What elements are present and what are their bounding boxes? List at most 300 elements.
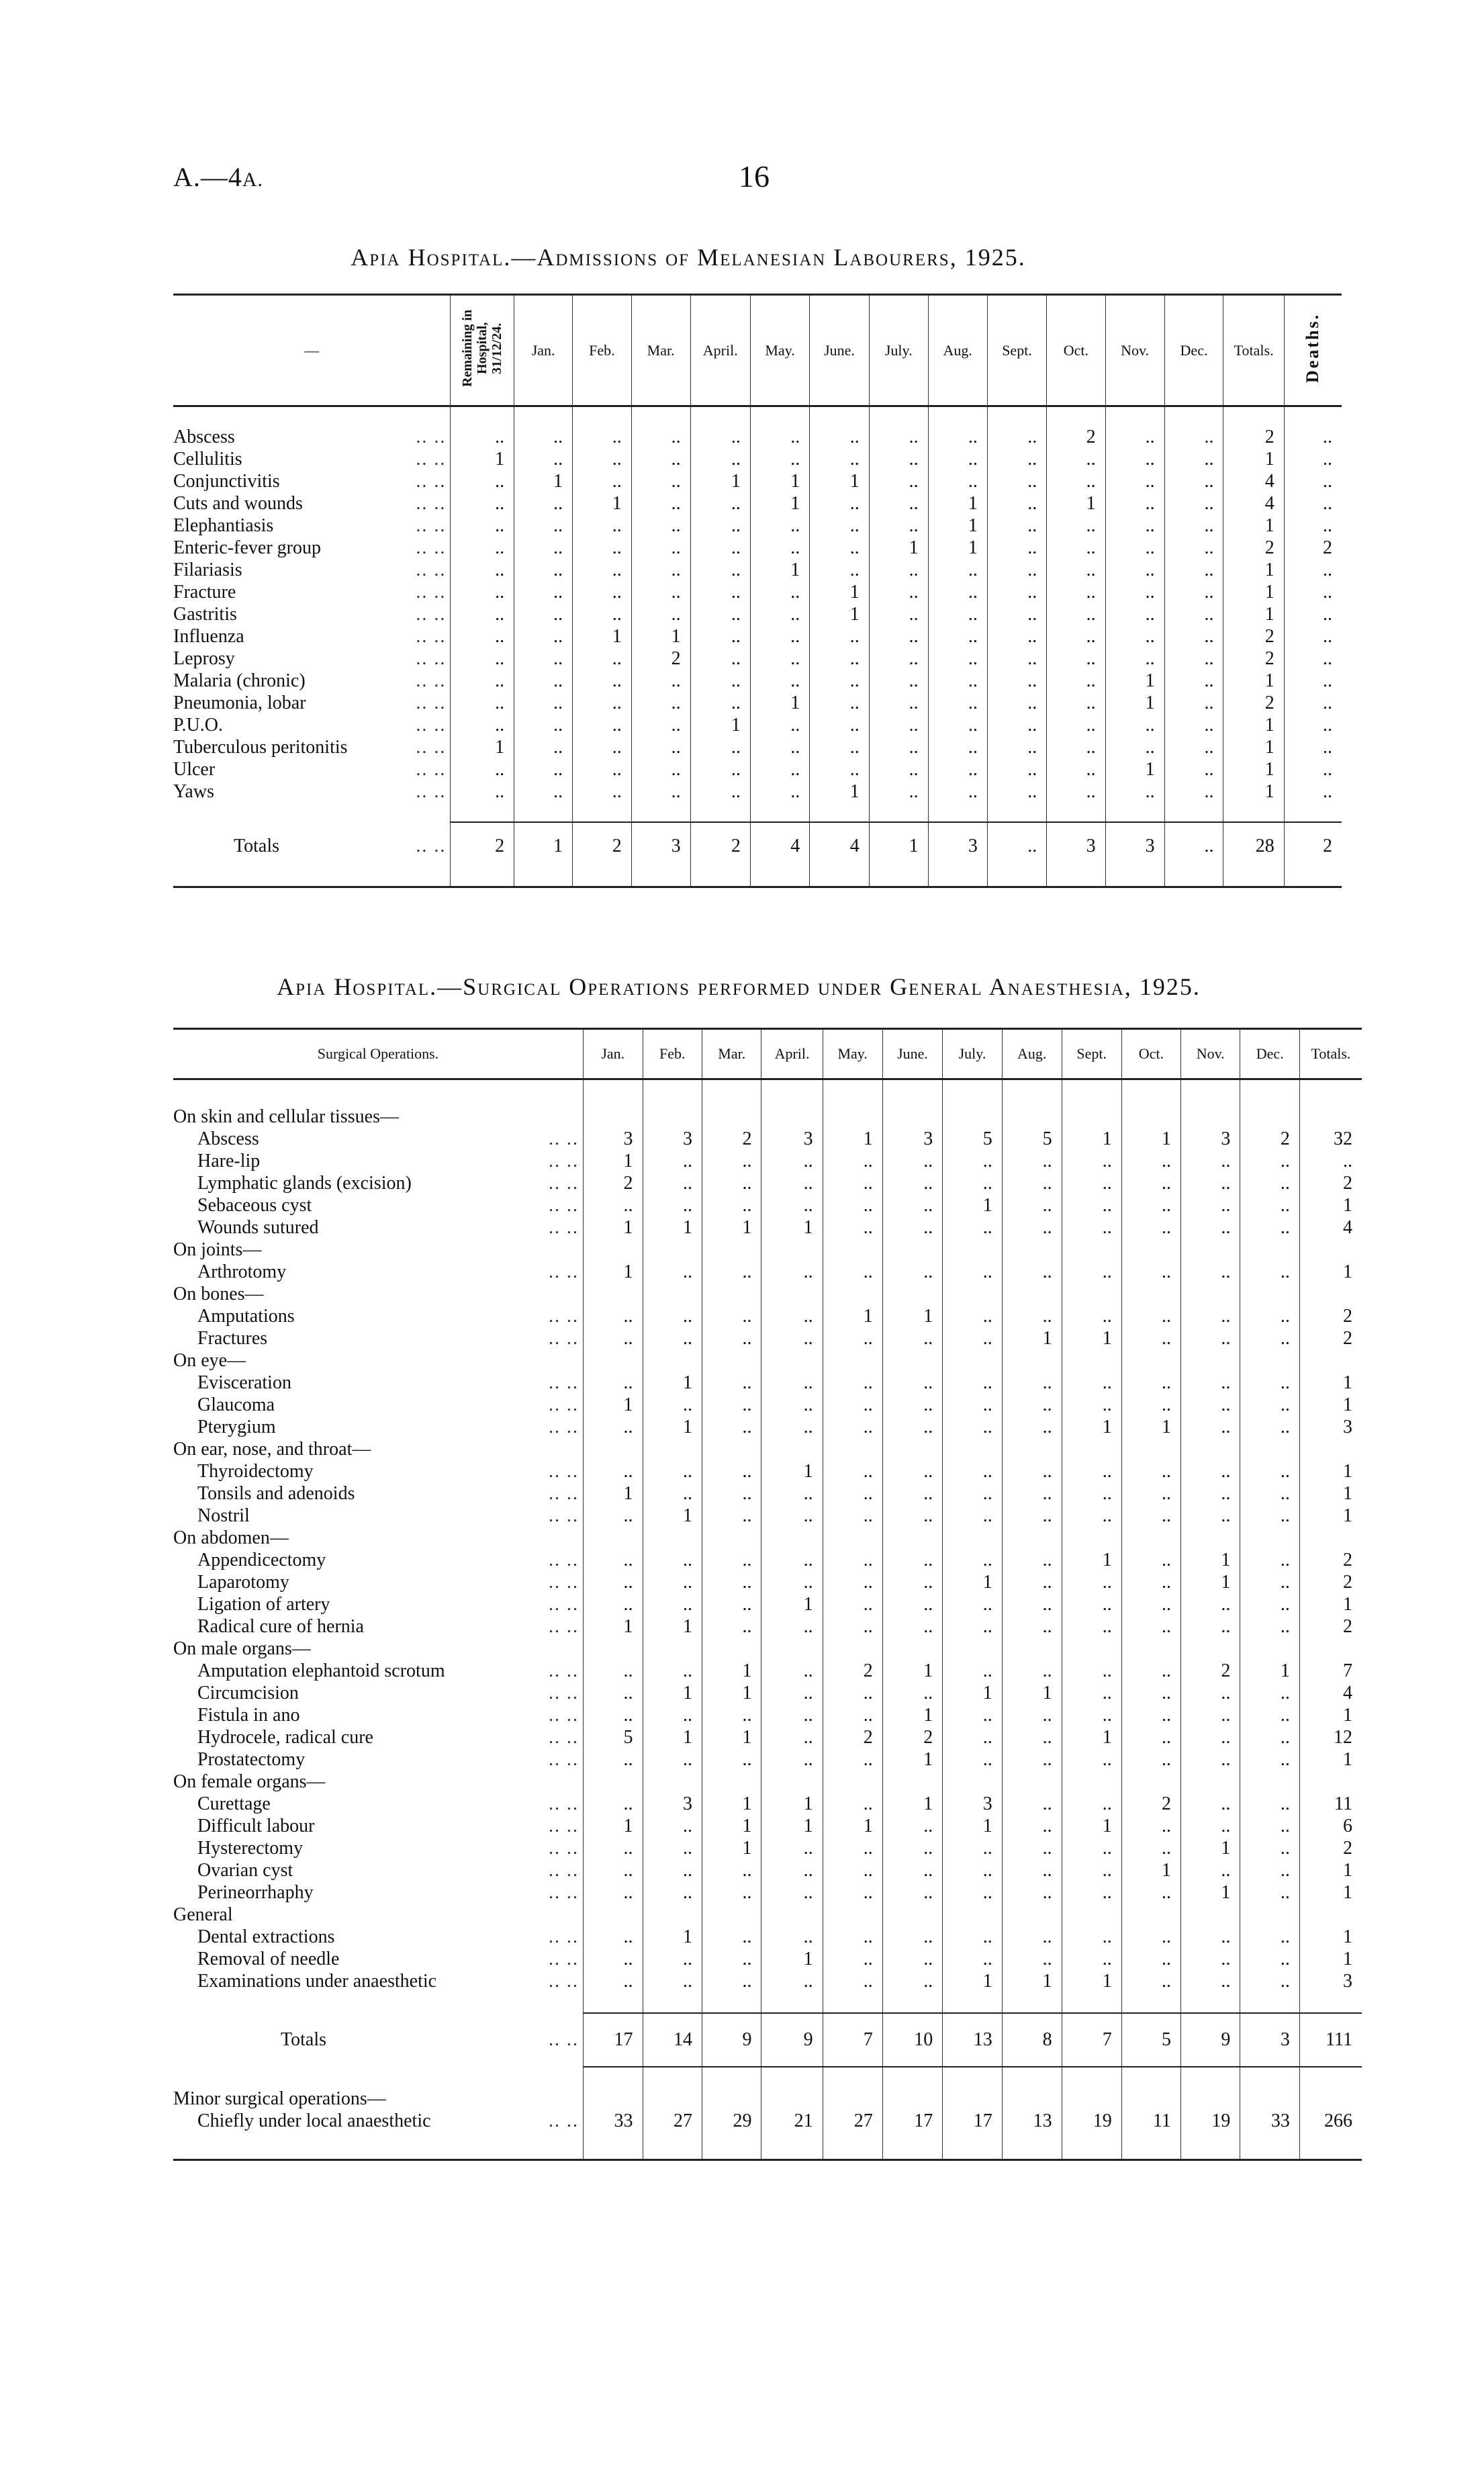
- cell-value: ..: [823, 1615, 882, 1638]
- operation-label: [173, 1837, 584, 1859]
- table-row: [173, 692, 1342, 714]
- total-value: 14: [643, 2013, 702, 2067]
- cell-value: ..: [823, 1748, 882, 1771]
- cell-value: ..: [1002, 1660, 1062, 1682]
- cell-value: ..: [1240, 1815, 1299, 1837]
- cell-value: 1: [1062, 1549, 1121, 1571]
- cell-value: ..: [1121, 1704, 1180, 1726]
- cell-value: 1: [928, 537, 987, 559]
- cell-value: ..: [987, 426, 1046, 448]
- minor-value: 19: [1180, 2110, 1240, 2132]
- condition-label-wrap: [173, 603, 450, 625]
- leader-dots: .. ..: [416, 560, 447, 580]
- cell-value: ..: [451, 781, 514, 803]
- cell-value: 5: [943, 1128, 1002, 1150]
- cell-value: ..: [631, 492, 690, 515]
- cell-value: 1: [869, 537, 928, 559]
- leader-dots: .. ..: [549, 1683, 579, 1703]
- operation-label-wrap: [197, 1682, 583, 1704]
- spacer-cell: [1047, 406, 1105, 427]
- empty-cell: [761, 2088, 823, 2110]
- cell-value: ..: [987, 581, 1046, 603]
- table-row: [173, 1327, 1362, 1349]
- spacer-cell: [451, 870, 514, 887]
- table-row: [173, 426, 1342, 448]
- empty-cell: [882, 2132, 943, 2160]
- empty-cell: [1180, 1638, 1240, 1660]
- cell-value: ..: [810, 758, 870, 781]
- condition-label-wrap: [173, 714, 450, 736]
- cell-value: ..: [1180, 1615, 1240, 1638]
- spacer-cell: [1284, 870, 1342, 887]
- cell-value: ..: [1299, 1150, 1362, 1172]
- cell-value: ..: [514, 492, 573, 515]
- cell-value: ..: [1164, 648, 1223, 670]
- cell-value: 2: [1284, 537, 1342, 559]
- cell-value: ..: [823, 1970, 882, 1992]
- group-row: [173, 2088, 1362, 2110]
- empty-cell: [882, 2067, 943, 2088]
- cell-value: ..: [1047, 692, 1105, 714]
- cell-value: ..: [451, 603, 514, 625]
- cell-value: 2: [1299, 1305, 1362, 1327]
- cell-value: ..: [1180, 1726, 1240, 1748]
- cell-value: ..: [1240, 1327, 1299, 1349]
- cell-value: ..: [1121, 1660, 1180, 1682]
- column-header: [573, 295, 632, 406]
- cell-value: ..: [702, 1482, 761, 1505]
- operation-label: [173, 1615, 584, 1638]
- group-row: [173, 1283, 1362, 1305]
- spacer-cell: [451, 406, 514, 427]
- leader-dots: .. ..: [549, 1128, 579, 1149]
- empty-cell: [702, 1527, 761, 1549]
- row-label-text: Ligation of artery: [197, 1594, 330, 1615]
- column-header-label: Totals.: [1234, 341, 1274, 359]
- cell-value: ..: [1002, 1216, 1062, 1239]
- table-row: [173, 1682, 1362, 1704]
- cell-value: ..: [761, 1372, 823, 1394]
- group-row: [173, 1638, 1362, 1660]
- cell-value: ..: [882, 1948, 943, 1970]
- empty-cell: [1062, 1349, 1121, 1372]
- empty-cell: [943, 1527, 1002, 1549]
- minor-value: 27: [823, 2110, 882, 2132]
- cell-value: ..: [761, 1549, 823, 1571]
- row-label-text: Leprosy: [173, 648, 235, 669]
- leader-dots: .. ..: [549, 1461, 579, 1482]
- empty-cell: [1121, 1638, 1180, 1660]
- condition-label: [173, 781, 451, 803]
- cell-value: ..: [643, 1549, 702, 1571]
- spacer-cell: [514, 406, 573, 427]
- table-row: [173, 714, 1342, 736]
- cell-value: 1: [702, 1837, 761, 1859]
- cell-value: 1: [1223, 448, 1284, 470]
- cell-value: ..: [750, 603, 809, 625]
- operation-label: [173, 1815, 584, 1837]
- cell-value: ..: [1180, 1948, 1240, 1970]
- cell-value: 1: [584, 1216, 643, 1239]
- cell-value: 1: [1105, 692, 1164, 714]
- cell-value: 1: [643, 1926, 702, 1948]
- spacer-cell: [1223, 870, 1284, 887]
- cell-value: ..: [1180, 1305, 1240, 1327]
- empty-cell: [761, 2132, 823, 2160]
- cell-value: ..: [1164, 781, 1223, 803]
- cell-value: 4: [1299, 1216, 1362, 1239]
- cell-value: ..: [514, 648, 573, 670]
- operation-label: [173, 1793, 584, 1815]
- cell-value: ..: [1284, 781, 1342, 803]
- cell-value: ..: [987, 670, 1046, 692]
- cell-value: ..: [690, 758, 750, 781]
- total-value: 111: [1299, 2013, 1362, 2067]
- cell-value: ..: [451, 470, 514, 492]
- operation-label: [173, 1549, 584, 1571]
- operation-label: [173, 1859, 584, 1881]
- empty-cell: [643, 1079, 702, 1106]
- cell-value: 1: [702, 1815, 761, 1837]
- cell-value: 2: [1047, 426, 1105, 448]
- cell-value: ..: [869, 559, 928, 581]
- table-row: [173, 1549, 1362, 1571]
- row-label-text: Examinations under anaesthetic: [197, 1971, 437, 1992]
- cell-value: ..: [869, 781, 928, 803]
- column-header: Sept.: [1062, 1029, 1121, 1079]
- empty-cell: [1002, 1638, 1062, 1660]
- row-label-text: Wounds sutured: [197, 1217, 319, 1238]
- column-header-label: May.: [765, 341, 795, 359]
- cell-value: ..: [1240, 1615, 1299, 1638]
- cell-value: ..: [584, 1926, 643, 1948]
- cell-value: ..: [882, 1926, 943, 1948]
- operation-label-wrap: [197, 1660, 583, 1682]
- cell-value: ..: [987, 758, 1046, 781]
- cell-value: 1: [750, 559, 809, 581]
- totals-label: [173, 2013, 584, 2067]
- empty-cell: [1062, 1638, 1121, 1660]
- cell-value: ..: [928, 470, 987, 492]
- cell-value: ..: [584, 1505, 643, 1527]
- empty-cell: [1299, 1438, 1362, 1460]
- empty-cell: [882, 1527, 943, 1549]
- empty-cell: [702, 1438, 761, 1460]
- cell-value: ..: [882, 1261, 943, 1283]
- leader-dots: .. ..: [549, 1882, 579, 1903]
- row-label-text: Totals: [281, 2029, 327, 2050]
- empty-cell: [761, 1992, 823, 2013]
- cell-value: 1: [643, 1615, 702, 1638]
- row-label-text: Conjunctivitis: [173, 471, 280, 492]
- empty-cell: [882, 1283, 943, 1305]
- cell-value: ..: [702, 1571, 761, 1593]
- row-label-text: Tonsils and adenoids: [197, 1483, 355, 1504]
- cell-value: ..: [643, 1305, 702, 1327]
- cell-value: 1: [690, 470, 750, 492]
- table-row: [173, 736, 1342, 758]
- operation-label: [173, 1460, 584, 1482]
- empty-cell: [1180, 1079, 1240, 1106]
- cell-value: ..: [1121, 1593, 1180, 1615]
- leader-dots: .. ..: [549, 1394, 579, 1415]
- cell-value: ..: [1002, 1150, 1062, 1172]
- cell-value: ..: [643, 1593, 702, 1615]
- cell-value: 1: [810, 470, 870, 492]
- empty-cell: [643, 2088, 702, 2110]
- leader-dots: .. ..: [549, 1838, 579, 1859]
- column-header: [1284, 295, 1342, 406]
- group-label: On female organs—: [173, 1771, 326, 1792]
- cell-value: 1: [761, 1793, 823, 1815]
- cell-value: ..: [1164, 714, 1223, 736]
- empty-cell: [1299, 1904, 1362, 1926]
- empty-cell: [761, 2067, 823, 2088]
- empty-cell: [1240, 1438, 1299, 1460]
- cell-value: 1: [702, 1660, 761, 1682]
- cell-value: ..: [882, 1505, 943, 1527]
- cell-value: ..: [943, 1549, 1002, 1571]
- minor-value: 19: [1062, 2110, 1121, 2132]
- operation-label: [173, 1416, 584, 1438]
- leader-dots: .. ..: [549, 1949, 579, 1969]
- cell-value: 1: [643, 1726, 702, 1748]
- leader-dots: .. ..: [416, 493, 447, 514]
- cell-value: ..: [1240, 1859, 1299, 1881]
- cell-value: ..: [702, 1505, 761, 1527]
- empty-cell: [1002, 1992, 1062, 2013]
- cell-value: ..: [643, 1571, 702, 1593]
- spacer-cell: [631, 870, 690, 887]
- cell-value: ..: [1105, 736, 1164, 758]
- empty-cell: [702, 1283, 761, 1305]
- cell-value: ..: [1105, 492, 1164, 515]
- table-row: [173, 758, 1342, 781]
- empty-cell: [943, 1079, 1002, 1106]
- cell-value: 3: [1180, 1128, 1240, 1150]
- column-header: [869, 295, 928, 406]
- cell-value: ..: [810, 714, 870, 736]
- cell-value: ..: [1121, 1948, 1180, 1970]
- empty-cell: [1121, 2088, 1180, 2110]
- empty-cell: [1002, 1349, 1062, 1372]
- spacer-cell: [1105, 870, 1164, 887]
- spacer-cell: [869, 406, 928, 427]
- column-header: Mar.: [702, 1029, 761, 1079]
- cell-value: ..: [928, 603, 987, 625]
- cell-value: ..: [882, 1549, 943, 1571]
- empty-cell: [1002, 1106, 1062, 1128]
- leader-dots: .. ..: [416, 693, 447, 713]
- spacer-cell: [869, 870, 928, 887]
- cell-value: 2: [882, 1726, 943, 1748]
- empty-cell: [1062, 2067, 1121, 2088]
- empty-cell: [943, 1239, 1002, 1261]
- cell-value: 1: [928, 492, 987, 515]
- leader-dots: .. ..: [549, 1151, 579, 1171]
- cell-value: 1: [584, 1150, 643, 1172]
- cell-value: ..: [1121, 1194, 1180, 1216]
- cell-value: 1: [1180, 1549, 1240, 1571]
- cell-value: ..: [643, 1815, 702, 1837]
- cell-value: ..: [702, 1372, 761, 1394]
- column-header: [1047, 295, 1105, 406]
- cell-value: ..: [823, 1416, 882, 1438]
- minor-value: 21: [761, 2110, 823, 2132]
- empty-cell: [702, 1106, 761, 1128]
- cell-value: ..: [1121, 1261, 1180, 1283]
- cell-value: ..: [1002, 1394, 1062, 1416]
- empty-cell: [584, 2067, 643, 2088]
- row-label-text: Influenza: [173, 626, 244, 647]
- total-value: 4: [750, 822, 809, 870]
- cell-value: ..: [1180, 1482, 1240, 1505]
- empty-cell: [584, 1106, 643, 1128]
- cell-value: 1: [928, 515, 987, 537]
- operation-label-wrap: [197, 1970, 583, 1992]
- operation-label-wrap: [197, 1305, 583, 1327]
- empty-cell: [643, 1349, 702, 1372]
- row-label-text: Perineorrhaphy: [197, 1882, 314, 1903]
- cell-value: 1: [750, 692, 809, 714]
- cell-value: ..: [1164, 603, 1223, 625]
- cell-value: ..: [1164, 537, 1223, 559]
- cell-value: ..: [1121, 1327, 1180, 1349]
- leader-dots: .. ..: [549, 1971, 579, 1992]
- cell-value: 1: [810, 781, 870, 803]
- table-row: [173, 648, 1342, 670]
- cell-value: ..: [869, 648, 928, 670]
- empty-cell: [643, 1904, 702, 1926]
- cell-value: 1: [882, 1704, 943, 1726]
- cell-value: ..: [690, 781, 750, 803]
- cell-value: ..: [702, 1261, 761, 1283]
- operation-label: [173, 1305, 584, 1327]
- cell-value: 1: [1299, 1881, 1362, 1904]
- cell-value: ..: [1240, 1416, 1299, 1438]
- cell-value: ..: [761, 1416, 823, 1438]
- row-label-text: Malaria (chronic): [173, 670, 306, 691]
- condition-label-wrap: [173, 692, 450, 714]
- cell-value: 1: [514, 470, 573, 492]
- cell-value: ..: [1121, 1970, 1180, 1992]
- group-label: General: [173, 1904, 233, 1925]
- row-label-text: Hysterectomy: [197, 1838, 304, 1859]
- operation-label-wrap: [197, 1372, 583, 1394]
- leader-dots: .. ..: [549, 1749, 579, 1770]
- cell-value: 2: [1223, 692, 1284, 714]
- empty-cell: [943, 1106, 1002, 1128]
- spacer-cell: [173, 870, 451, 887]
- row-label-text: Nostril: [197, 1505, 250, 1526]
- cell-value: 1: [943, 1571, 1002, 1593]
- cell-value: 1: [823, 1128, 882, 1150]
- cell-value: 1: [1223, 736, 1284, 758]
- empty-cell: [1299, 2067, 1362, 2088]
- cell-value: ..: [943, 1482, 1002, 1505]
- cell-value: ..: [1180, 1394, 1240, 1416]
- empty-cell: [882, 1079, 943, 1106]
- totals-label: [173, 822, 451, 870]
- cell-value: 1: [1121, 1416, 1180, 1438]
- cell-value: ..: [750, 515, 809, 537]
- cell-value: ..: [1047, 714, 1105, 736]
- cell-value: ..: [584, 1793, 643, 1815]
- page-number: 16: [739, 159, 770, 193]
- empty-cell: [882, 1992, 943, 2013]
- cell-value: ..: [451, 559, 514, 581]
- empty-cell: [643, 1992, 702, 2013]
- empty-cell: [1240, 1106, 1299, 1128]
- cell-value: 1: [1062, 1726, 1121, 1748]
- total-value: 28: [1223, 822, 1284, 870]
- column-header: Oct.: [1121, 1029, 1180, 1079]
- operation-label-wrap: [197, 1549, 583, 1571]
- empty-cell: [1180, 1438, 1240, 1460]
- cell-value: ..: [1180, 1793, 1240, 1815]
- empty-cell: [1121, 2132, 1180, 2160]
- cell-value: ..: [1284, 603, 1342, 625]
- spacer-cell: [1105, 406, 1164, 427]
- cell-value: ..: [1121, 1150, 1180, 1172]
- table-row: [173, 1970, 1362, 1992]
- cell-value: ..: [1121, 1571, 1180, 1593]
- cell-value: ..: [928, 692, 987, 714]
- condition-label-wrap: [173, 581, 450, 603]
- operation-label-wrap: [197, 1172, 583, 1194]
- cell-value: ..: [943, 1615, 1002, 1638]
- cell-value: ..: [584, 1327, 643, 1349]
- table-row: [173, 625, 1342, 648]
- cell-value: ..: [573, 603, 632, 625]
- column-header-label: Jan.: [531, 341, 555, 359]
- table-row: [173, 470, 1342, 492]
- cell-value: ..: [631, 537, 690, 559]
- cell-value: ..: [584, 1748, 643, 1771]
- cell-value: ..: [631, 559, 690, 581]
- operation-label-wrap: [197, 1194, 583, 1216]
- empty-cell: [1062, 1527, 1121, 1549]
- operation-label: [173, 1505, 584, 1527]
- cell-value: ..: [1284, 625, 1342, 648]
- empty-cell: [823, 1079, 882, 1106]
- cell-value: ..: [1164, 670, 1223, 692]
- cell-value: 1: [1062, 1128, 1121, 1150]
- cell-value: ..: [1002, 1416, 1062, 1438]
- cell-value: ..: [631, 781, 690, 803]
- cell-value: ..: [1180, 1859, 1240, 1881]
- operation-label: [173, 1660, 584, 1682]
- empty-cell: [761, 1527, 823, 1549]
- cell-value: ..: [1121, 1549, 1180, 1571]
- empty-cell: [1062, 1438, 1121, 1460]
- cell-value: 1: [1299, 1482, 1362, 1505]
- cell-value: 1: [1299, 1859, 1362, 1881]
- empty-cell: [1062, 2088, 1121, 2110]
- cell-value: ..: [573, 515, 632, 537]
- column-header-label: Nov.: [1121, 341, 1150, 359]
- cell-value: ..: [631, 736, 690, 758]
- cell-value: 2: [1223, 648, 1284, 670]
- empty-cell: [882, 1239, 943, 1261]
- cell-value: ..: [514, 515, 573, 537]
- cell-value: ..: [1240, 1505, 1299, 1527]
- condition-label: [173, 625, 451, 648]
- total-value: 2: [1284, 822, 1342, 870]
- cell-value: 2: [584, 1172, 643, 1194]
- cell-value: ..: [631, 692, 690, 714]
- cell-value: 1: [1299, 1593, 1362, 1615]
